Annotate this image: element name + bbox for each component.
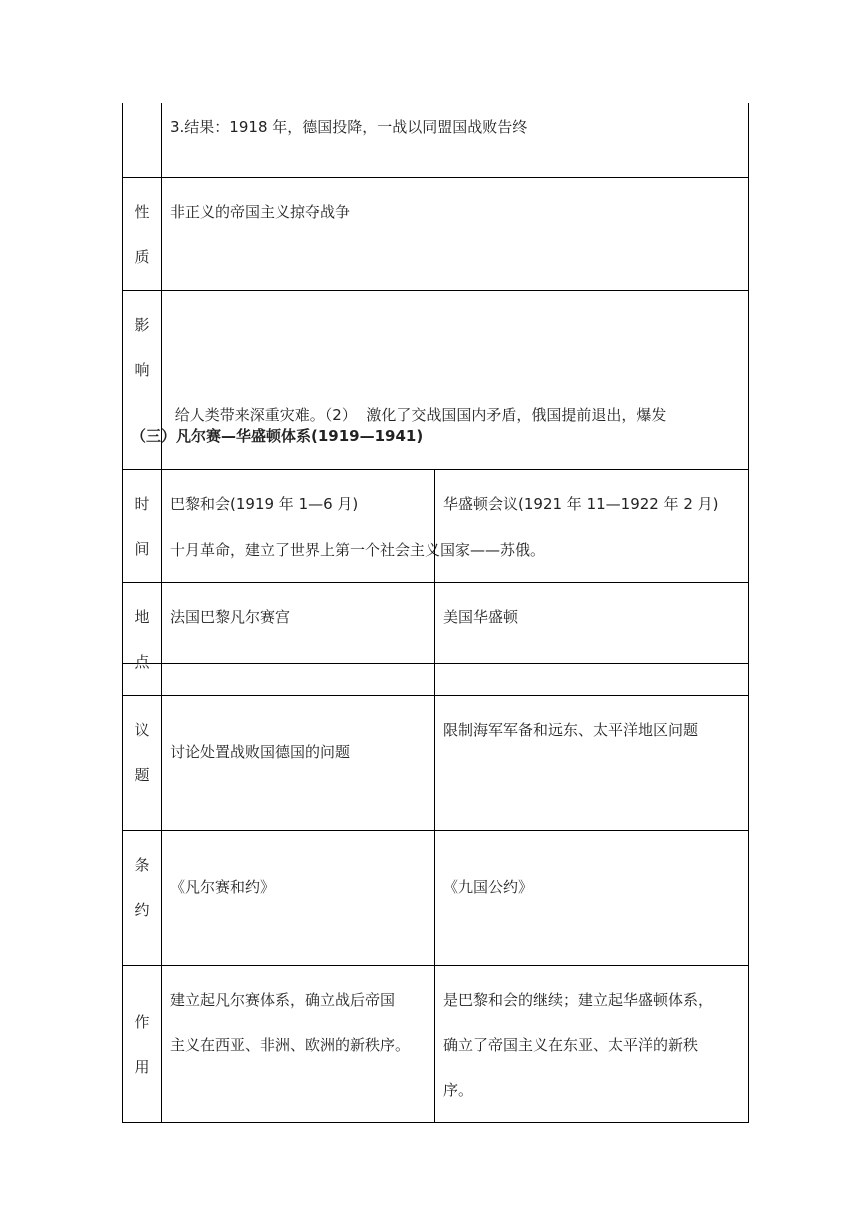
- row-label: [123, 831, 162, 966]
- table-row: [123, 966, 749, 1123]
- washington-cell: [435, 966, 749, 1123]
- label-char: 响: [134, 361, 150, 379]
- washington-cell: [435, 470, 749, 583]
- washington-cell: [435, 696, 749, 831]
- table-row: [123, 583, 749, 696]
- cell-text: 非正义的帝国主义掠夺战争: [170, 203, 351, 221]
- label-char: 地: [134, 608, 150, 626]
- row-label: [123, 696, 162, 831]
- result-cell: [162, 103, 749, 178]
- cell-text: 限制海军军备和远东、太平洋地区问题: [443, 721, 699, 739]
- cell-text: 建立起凡尔赛体系，确立战后帝国: [170, 991, 396, 1009]
- row-label: [123, 583, 162, 696]
- cell-text: 美国华盛顿: [443, 608, 519, 626]
- cell-text: 讨论处置战败国德国的问题: [170, 743, 351, 761]
- label-char: 议: [134, 721, 150, 739]
- cell-text: 《凡尔赛和约》: [170, 878, 276, 896]
- cell-text: 巴黎和会(1919 年 1—6 月): [170, 495, 359, 513]
- table-row: [123, 696, 749, 831]
- cell-text: 是巴黎和会的继续；建立起华盛顿体系，: [443, 991, 714, 1009]
- label-char: 约: [134, 901, 150, 919]
- paris-cell: [162, 966, 435, 1123]
- cell-text: 十月革命，建立了世界上第一个社会主义国家——苏俄。: [170, 541, 546, 559]
- label-char: 质: [134, 248, 150, 266]
- washington-cell: [435, 831, 749, 966]
- cell-text: 《九国公约》: [443, 878, 534, 896]
- cell-text: 给人类带来深重灾难。（2） 激化了交战国国内矛盾，俄国提前退出，爆发: [170, 406, 667, 424]
- label-char: 条: [134, 856, 150, 874]
- paris-cell: [162, 831, 435, 966]
- label-char: 影: [134, 316, 150, 334]
- label-char: 时: [134, 495, 150, 513]
- row-label: [123, 178, 162, 291]
- row-label: [123, 470, 162, 583]
- table-row: [123, 470, 749, 583]
- table-row: [123, 831, 749, 966]
- label-char: 间: [134, 540, 150, 558]
- cell-text: 3.结果：1918 年，德国投降，一战以同盟国战败告终: [170, 118, 528, 136]
- table-row: [123, 103, 749, 178]
- versailles-washington-table: [122, 469, 749, 1123]
- label-char: 性: [134, 203, 150, 221]
- paris-cell: [162, 583, 435, 696]
- paris-cell: [162, 470, 435, 583]
- label-char: 点: [134, 653, 150, 671]
- section-heading: （三）凡尔赛—华盛顿体系(1919—1941): [131, 427, 424, 445]
- label-char: 作: [134, 1013, 150, 1031]
- cell-text: 华盛顿会议(1921 年 11—1922 年 2 月): [443, 495, 719, 513]
- label-char: 题: [134, 766, 150, 784]
- cell-text: 法国巴黎凡尔赛宫: [170, 608, 291, 626]
- cell-text: 序。: [443, 1081, 474, 1099]
- cell-text: 确立了帝国主义在东亚、太平洋的新秩: [443, 1036, 699, 1054]
- table-row: [123, 178, 749, 291]
- cell-text: 主义在西亚、非洲、欧洲的新秩序。: [170, 1036, 411, 1054]
- washington-cell: [435, 583, 749, 696]
- row-label: [123, 966, 162, 1123]
- label-char: 用: [134, 1058, 150, 1076]
- row-label: [123, 103, 162, 178]
- paris-cell: [162, 696, 435, 831]
- nature-cell: [162, 178, 749, 291]
